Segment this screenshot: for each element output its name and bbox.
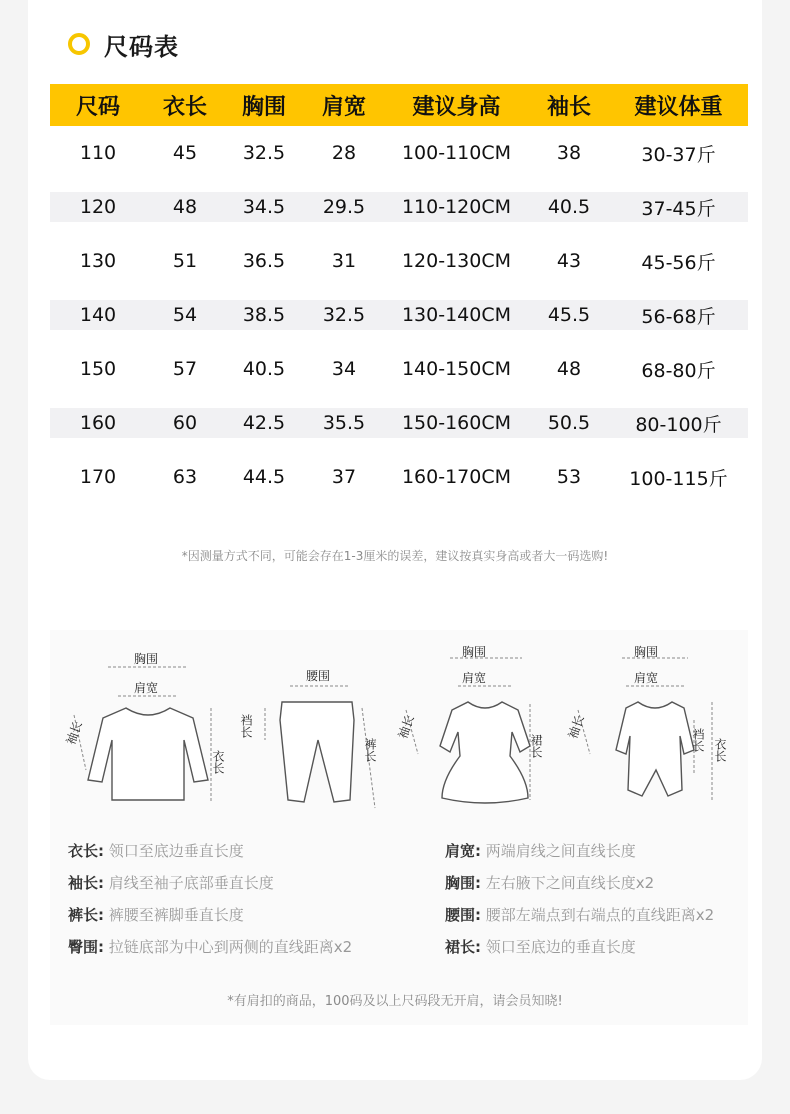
cell-weight: 30-37斤	[641, 143, 716, 166]
def-sleeve: 袖长: 肩线至袖子底部垂直长度	[68, 874, 274, 892]
cell-chest: 36.5	[242, 250, 286, 272]
cell-shoulder: 32.5	[322, 304, 366, 326]
cell-chest: 44.5	[242, 466, 286, 488]
table-row	[50, 342, 748, 396]
dress-icon	[440, 702, 530, 803]
def-chest: 胸围: 左右腋下之间直线长度x2	[445, 874, 655, 892]
cell-chest: 42.5	[242, 412, 286, 434]
dress-sleeve-label: 袖长	[395, 713, 417, 741]
col-weight: 建议体重	[634, 94, 723, 120]
cell-length: 63	[172, 466, 198, 488]
section-title: 尺码表	[104, 32, 179, 61]
cell-height: 120-130CM	[401, 250, 512, 272]
cell-size: 150	[79, 358, 117, 380]
table-header	[50, 84, 748, 126]
cell-chest: 32.5	[242, 142, 286, 164]
cell-height: 160-170CM	[401, 466, 512, 488]
table-row	[50, 300, 748, 330]
romper-length-label: 衣长	[713, 738, 727, 762]
top-length-label: 衣长	[211, 750, 225, 774]
table-row	[50, 234, 748, 288]
cell-size: 170	[79, 466, 117, 488]
cell-height: 150-160CM	[401, 412, 512, 434]
measurement-diagrams	[50, 630, 748, 1025]
cell-height: 130-140CM	[401, 304, 512, 326]
col-length: 衣长	[162, 94, 207, 120]
cell-chest: 34.5	[242, 196, 286, 218]
cell-shoulder: 29.5	[322, 196, 366, 218]
col-chest: 胸围	[241, 94, 286, 120]
cell-sleeve: 50.5	[547, 412, 591, 434]
cell-weight: 45-56斤	[641, 251, 716, 274]
pants-crotch-label: 裆长	[239, 714, 253, 738]
def-waist: 腰围: 腰部左端点到右端点的直线距离x2	[445, 906, 715, 924]
dress-diagram	[395, 630, 570, 820]
table-row	[50, 192, 748, 222]
cell-shoulder: 35.5	[322, 412, 366, 434]
sweater-icon	[88, 708, 208, 800]
def-pants-length: 裤长: 裤腰至裤脚垂直长度	[68, 906, 244, 924]
romper-diagram	[565, 630, 748, 820]
romper-chest-label: 胸围	[634, 645, 659, 659]
cell-sleeve: 48	[556, 358, 582, 380]
cell-weight: 68-80斤	[641, 359, 716, 382]
cell-sleeve: 40.5	[547, 196, 591, 218]
cell-length: 57	[172, 358, 198, 380]
cell-size: 120	[79, 196, 117, 218]
table-row	[50, 408, 748, 438]
cell-length: 45	[172, 142, 198, 164]
dress-shoulder-label: 肩宽	[462, 671, 487, 685]
cell-shoulder: 31	[331, 250, 357, 272]
dress-skirt-label: 裙长	[529, 734, 543, 758]
measurement-note: *因测量方式不同，可能会存在1-3厘米的误差，建议按真实身高或者大一码选购!	[181, 549, 609, 563]
def-shoulder: 肩宽: 两端肩线之间直线长度	[445, 842, 636, 860]
cell-shoulder: 37	[331, 466, 357, 488]
section-header	[68, 26, 179, 62]
cell-height: 100-110CM	[401, 142, 512, 164]
cell-size: 130	[79, 250, 117, 272]
cell-length: 51	[172, 250, 198, 272]
def-hip: 臀围: 拉链底部为中心到两侧的直线距离x2	[68, 938, 353, 956]
cell-sleeve: 53	[556, 466, 582, 488]
cell-weight: 80-100斤	[635, 413, 722, 436]
romper-shoulder-label: 肩宽	[634, 671, 659, 685]
romper-sleeve-label: 袖长	[565, 713, 587, 741]
col-size: 尺码	[75, 94, 120, 120]
cell-chest: 38.5	[242, 304, 286, 326]
romper-icon	[616, 702, 694, 796]
top-chest-label: 胸围	[134, 652, 159, 666]
pants-icon	[280, 702, 354, 802]
cell-height: 110-120CM	[401, 196, 512, 218]
top-shoulder-label: 肩宽	[134, 681, 159, 695]
size-table	[50, 84, 748, 504]
table-row	[50, 450, 748, 504]
cell-size: 160	[79, 412, 117, 434]
def-length: 衣长: 领口至底边垂直长度	[68, 842, 244, 860]
top-diagram	[63, 630, 233, 820]
cell-length: 54	[172, 304, 198, 326]
cell-shoulder: 34	[331, 358, 357, 380]
table-row	[50, 126, 748, 180]
cell-chest: 40.5	[242, 358, 286, 380]
circle-icon	[68, 33, 90, 55]
col-sleeve: 袖长	[546, 94, 591, 120]
cell-weight: 37-45斤	[641, 197, 716, 220]
pants-waist-label: 腰围	[306, 669, 331, 683]
top-sleeve-label: 袖长	[63, 719, 85, 747]
table-body	[50, 126, 748, 504]
def-skirt: 裙长: 领口至底边的垂直长度	[445, 938, 636, 956]
shoulder-button-note: *有肩扣的商品，100码及以上尺码段无开肩，请会员知晓!	[227, 994, 563, 1009]
cell-sleeve: 38	[556, 142, 582, 164]
pants-length-label: 裤长	[363, 738, 377, 762]
col-height: 建议身高	[412, 94, 501, 120]
col-shoulder: 肩宽	[321, 94, 366, 120]
cell-length: 48	[172, 196, 198, 218]
cell-height: 140-150CM	[401, 358, 512, 380]
romper-crotch-label: 裆长	[691, 728, 705, 752]
cell-length: 60	[172, 412, 198, 434]
cell-size: 110	[79, 142, 117, 164]
cell-weight: 100-115斤	[629, 467, 728, 490]
cell-weight: 56-68斤	[641, 305, 716, 328]
cell-shoulder: 28	[331, 142, 357, 164]
cell-sleeve: 45.5	[547, 304, 591, 326]
pants-diagram	[240, 630, 400, 820]
cell-sleeve: 43	[556, 250, 582, 272]
cell-size: 140	[79, 304, 117, 326]
dress-chest-label: 胸围	[462, 645, 487, 659]
